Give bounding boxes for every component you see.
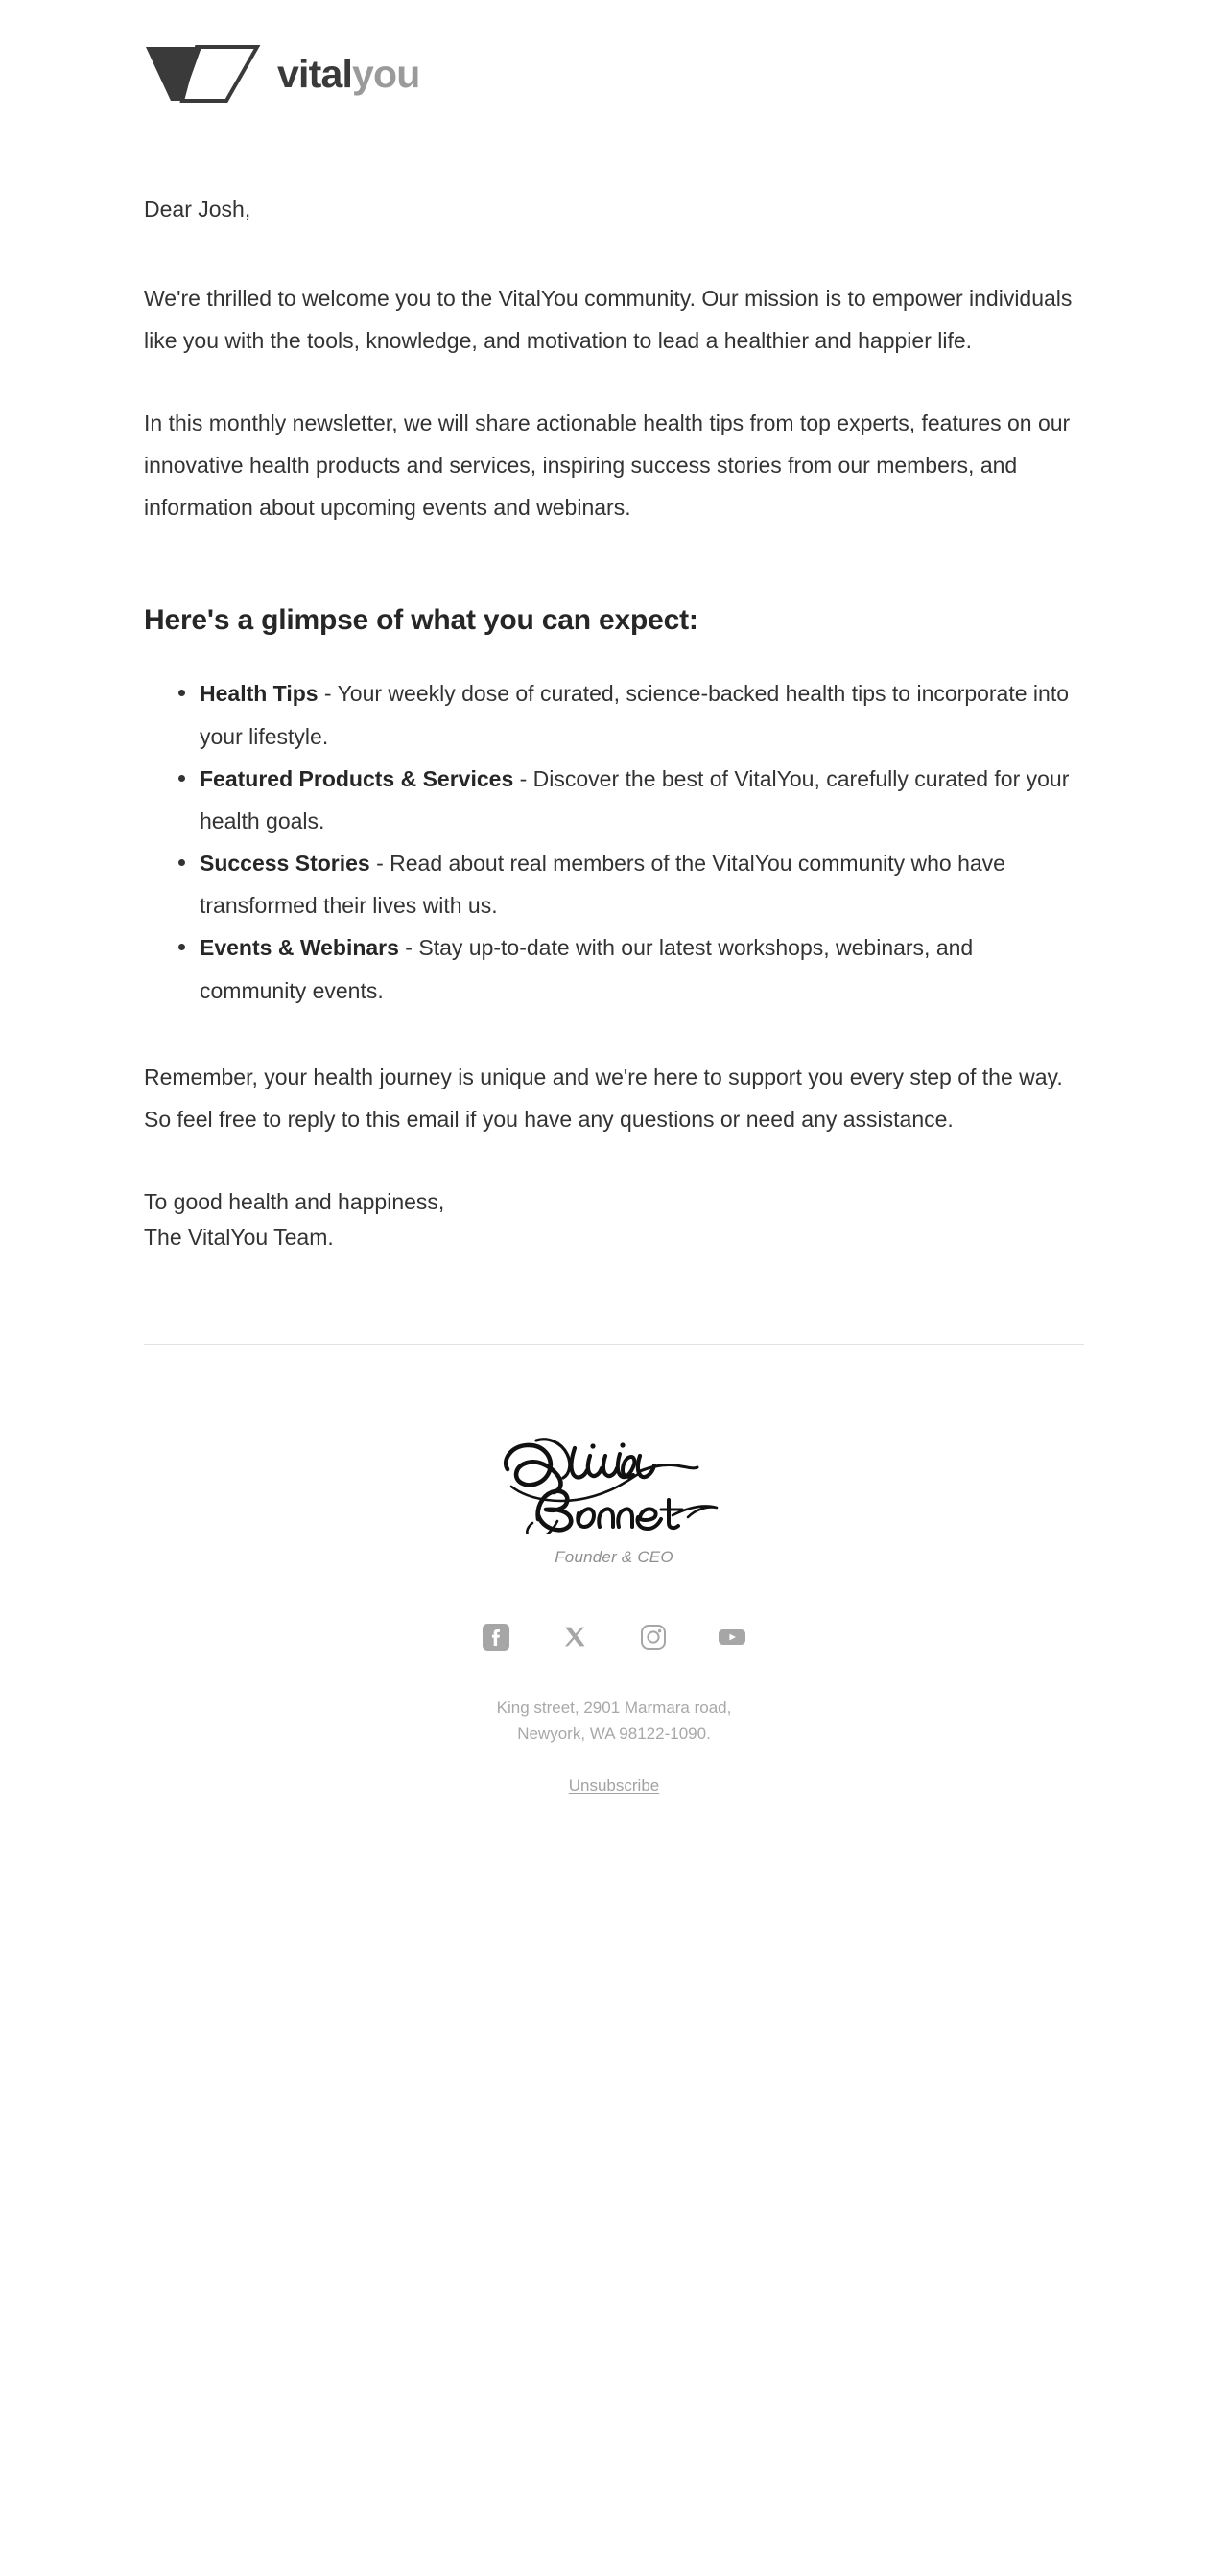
brand-logo[interactable]: [144, 44, 1228, 104]
list-item: [178, 672, 1084, 757]
expectations-list: [144, 672, 1084, 1011]
list-item-text: - Read about real members of the VitalYou community who have transformed their lives with us.: [200, 851, 1005, 919]
list-item-text: - Your weekly dose of curated, science-backed health tips to incorporate into your lifestyle.: [200, 681, 1070, 749]
greeting: Dear Josh,: [144, 197, 251, 222]
brand-wordmark: [277, 51, 420, 96]
instagram-icon[interactable]: [637, 1621, 670, 1653]
brand-wordmark-vital: vital: [277, 51, 353, 96]
list-item-label: Health Tips: [200, 681, 319, 707]
list-item-text: - Discover the best of VitalYou, carefully curated for your health goals.: [200, 765, 1070, 833]
youtube-icon[interactable]: [716, 1621, 748, 1653]
unsubscribe-link[interactable]: Unsubscribe: [568, 1776, 660, 1795]
postal-address: [0, 1696, 1228, 1747]
email-body: [0, 193, 1228, 1255]
signature-role: Founder & CEO: [555, 1548, 673, 1567]
signoff: [144, 1184, 1084, 1256]
email-footer: [0, 1345, 1228, 1795]
list-item: [178, 842, 1084, 926]
email-header: [0, 0, 1228, 104]
brand-wordmark-you: you: [352, 51, 420, 96]
list-item-label: Success Stories: [200, 851, 370, 877]
vitalyou-v-mark-icon: [144, 44, 261, 104]
unsubscribe-row: [0, 1776, 1228, 1795]
list-item-label: Featured Products & Services: [200, 765, 514, 791]
list-item: [178, 926, 1084, 1011]
intro-paragraph: We're thrilled to welcome you to the VitalYou community. Our mission is to empower individuals like you with the tools, knowledge, and motivation to lead a healthier and happier life.: [144, 285, 1073, 353]
list-item-label: Events & Webinars: [200, 935, 399, 961]
facebook-icon[interactable]: [480, 1621, 512, 1653]
list-item-text: - Stay up-to-date with our latest workshops, webinars, and community events.: [200, 935, 974, 1003]
newsletter-scope-paragraph: In this monthly newsletter, we will share actionable health tips from top experts, features on our innovative health products and services, inspiring success stories from our members, and information about upcoming events and webinars.: [144, 410, 1071, 521]
handwritten-signature: [494, 1427, 734, 1534]
address-line-1: King street, 2901 Marmara road,: [496, 1698, 732, 1718]
signoff-line-1: To good health and happiness,: [144, 1188, 445, 1214]
signoff-line-2: The VitalYou Team.: [144, 1225, 334, 1251]
social-links: [0, 1621, 1228, 1653]
address-line-2: Newyork, WA 98122-1090.: [517, 1724, 711, 1744]
list-item: [178, 758, 1084, 842]
x-twitter-icon[interactable]: [558, 1621, 591, 1653]
page-title: Here's a glimpse of what you can expect:: [144, 604, 698, 637]
closing-paragraph: Remember, your health journey is unique and we're here to support you every step of the way. So feel free to reply to this email if you have any questions or need any assistance.: [144, 1064, 1063, 1132]
